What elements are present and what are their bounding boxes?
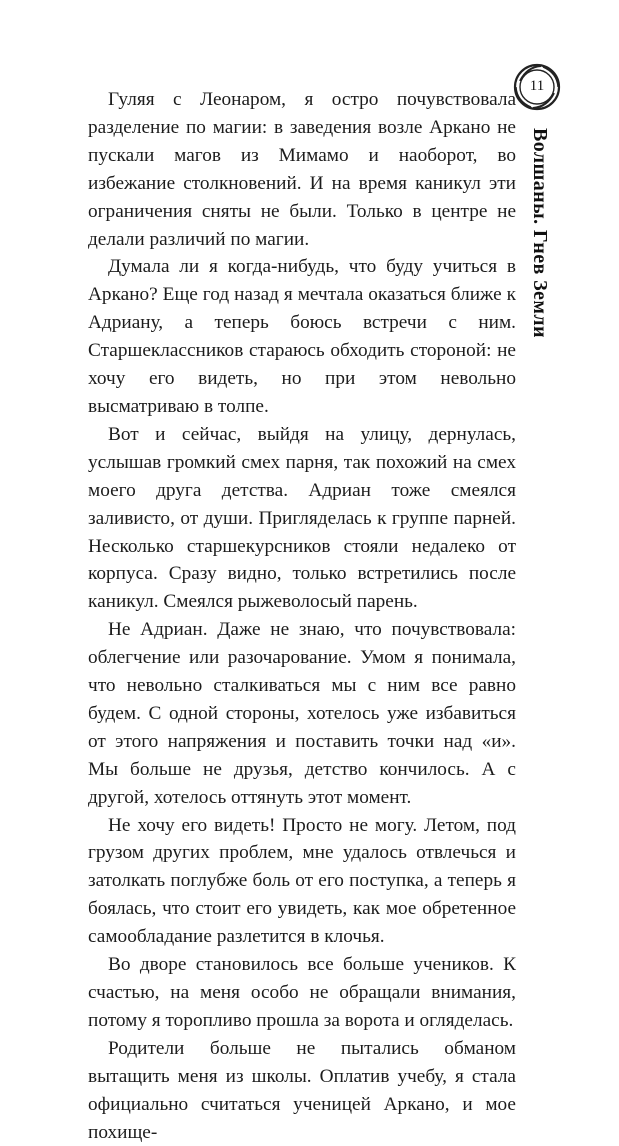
paragraph: Во дворе становилось все больше учеников. К счастью, на меня особо не обращали внимания, потому я торопливо прошла за ворота и огляделась. xyxy=(88,954,516,1031)
paragraph: Не Адриан. Даже не знаю, что почувствовала: облегчение или разочарование. Умом я понимала, что невольно сталкиваться мы с ним все равно будем. С одной стороны, хотелось уже избавиться от этого напряжения и поставить точки над «и». Мы больше не друзья, детство кончилось. А с другой, хотелось оттянуть этот момент. xyxy=(88,619,516,808)
page-number: 11 xyxy=(529,78,545,94)
paragraph: Вот и сейчас, выйдя на улицу, дернулась, услышав громкий смех парня, так похожий на смех моего друга детства. Адриан тоже смеялся заливисто, от души. Пригляделась к группе парней. Несколько старшекурсников стояли недалеко от корпуса. Сразу видно, только встретились после каникул. Смеялся рыжеволосый парень. xyxy=(88,423,516,613)
body-text xyxy=(88,86,516,1146)
paragraph: Не хочу его видеть! Просто не могу. Летом, под грузом других проблем, мне удалось отвлечься и затолкать поглубже боль от его поступка, а теперь я боялась, что стоит его увидеть, как мое обретенное самообладание разлетится в клочья. xyxy=(88,814,516,948)
page-number-badge xyxy=(513,63,561,111)
paragraph: Родители больше не пытались обманом вытащить меня из школы. Оплатив учебу, я стала официально считаться ученицей Аркано, и мое похище- xyxy=(88,1037,516,1143)
paragraph: Думала ли я когда-нибудь, что буду учиться в Аркано? Еще год назад я мечтала оказаться ближе к Адриану, а теперь боюсь встречи с ним. Старшеклассников стараюсь обходить стороной: не хочу его видеть, но при этом невольно высматриваю в толпе. xyxy=(88,256,516,417)
paragraph: Гуляя с Леонаром, я остро почувствовала разделение по магии: в заведения возле Аркано не пускали магов из Мимамо и наоборот, во избежание столкновений. И на время каникул эти ограничения сняты не были. Только в центре не делали различий по магии. xyxy=(88,89,516,250)
book-title: Волшаны. Гнев Земли xyxy=(529,128,551,338)
